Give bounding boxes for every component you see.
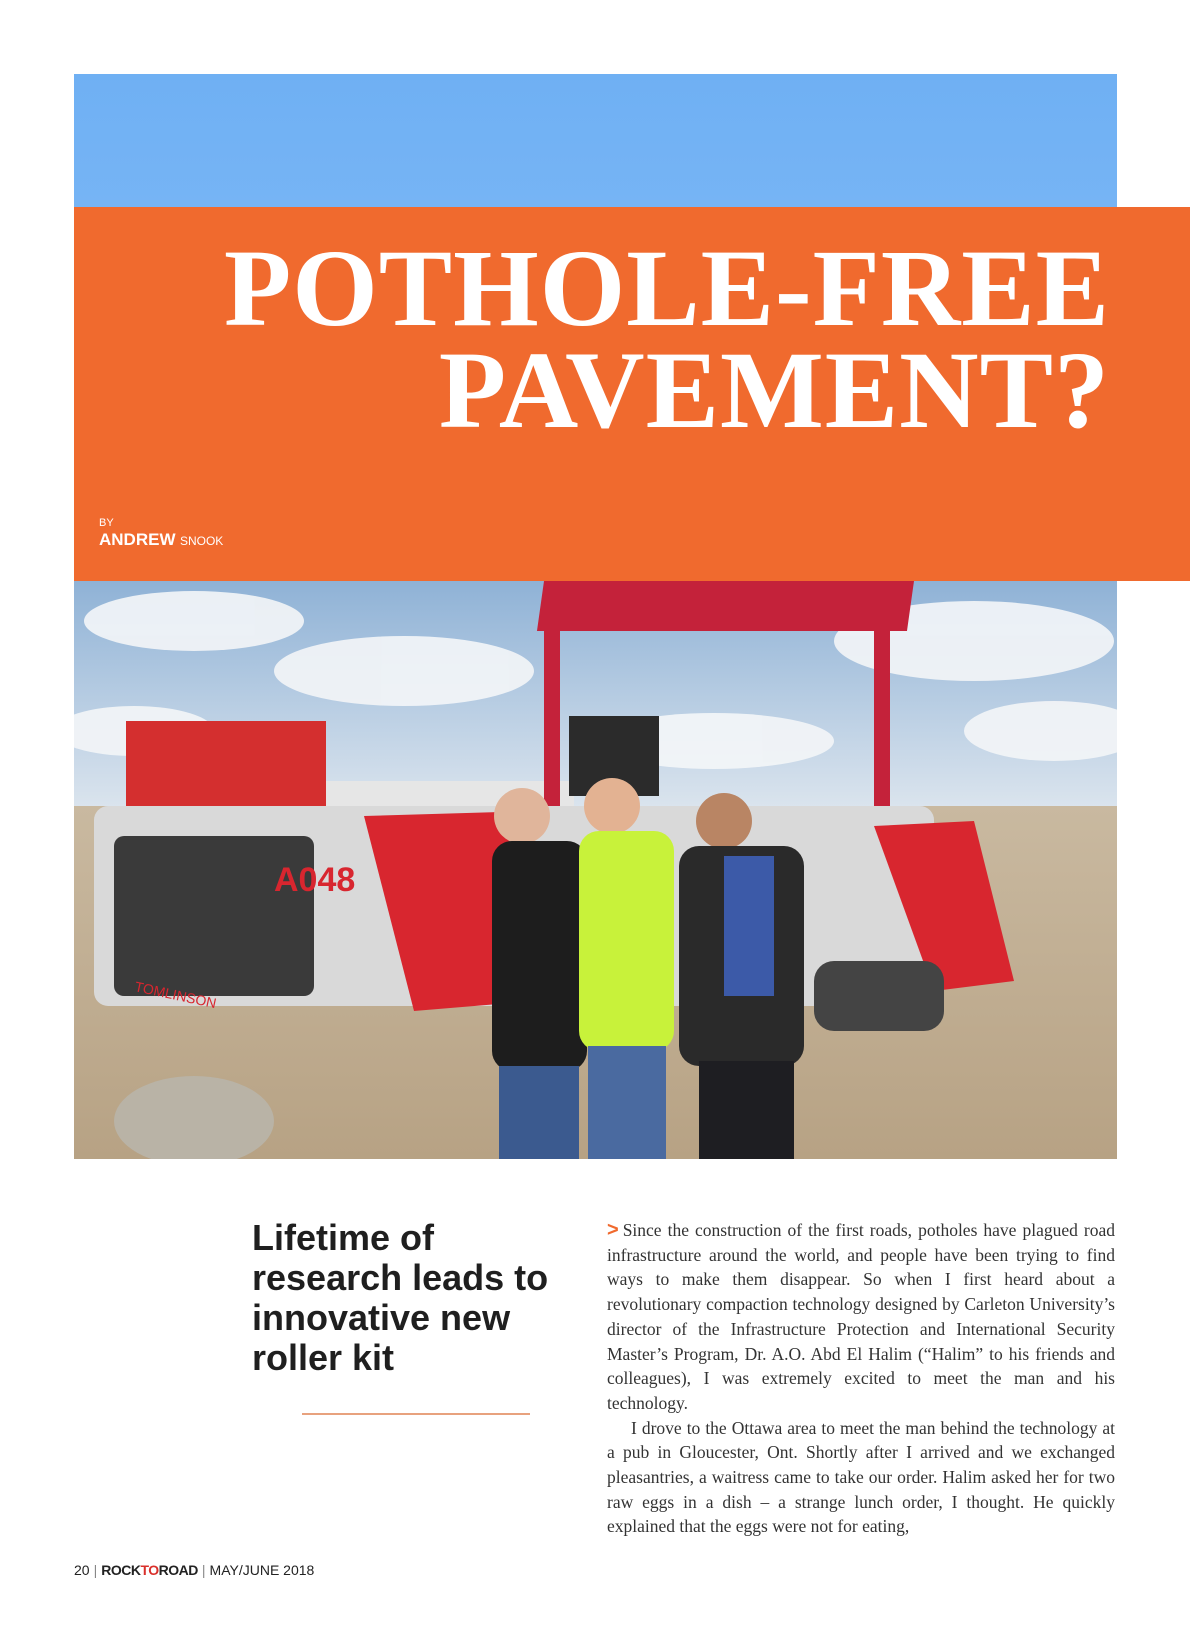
article-subhead: Lifetime of research leads to innovative new roller kit (252, 1217, 549, 1378)
mag-rock: ROCK (101, 1562, 141, 1578)
feature-photo (74, 581, 1117, 1159)
subhead-divider (302, 1413, 530, 1415)
mag-to: TO (140, 1562, 159, 1578)
headline-line-2: PAVEMENT? (438, 329, 1110, 451)
chevron-right-icon: > (607, 1219, 619, 1241)
paragraph-1-text: Since the construction of the first roads, potholes have plagued road infrastructure around the world, and people have been trying to find ways to make them disappear. So when I first heard about a revolutionary compaction technology designed by Carleton University’s director of the Infrastructure Protection and International Security Master’s Program, Dr. A.O. Abd El Halim (“Halim” to his friends and colleagues), I was extremely excited to meet the man and his technology. (607, 1220, 1115, 1413)
person-middle (579, 778, 674, 1159)
article-paragraph-2: I drove to the Ottawa area to meet the man behind the technology at a pub in Gloucester, Ont. Shortly after I arrived and we exchanged pleasantries, a waitress came to take our order. Halim asked her for two raw eggs in a dish – a strange lunch order, I thought. He quickly explained that the eggs were not for eating, (607, 1417, 1115, 1537)
author-last-name: SNOOK (179, 534, 224, 548)
headline (224, 227, 1110, 451)
author-first-name: ANDREW (99, 530, 176, 549)
title-banner (74, 207, 1190, 581)
footer-separator: | (93, 1562, 98, 1578)
article-paragraph-1 (607, 1218, 1115, 1416)
magazine-logo (101, 1562, 198, 1578)
byline-prefix: BY (99, 517, 114, 529)
issue-date: MAY/JUNE 2018 (209, 1562, 315, 1578)
person-left (492, 788, 587, 1159)
page-number: 20 (74, 1562, 90, 1578)
red-container (126, 721, 326, 811)
roller-track (814, 961, 944, 1031)
header-sky-strip (74, 74, 1117, 208)
article-body (607, 1218, 1115, 1539)
mag-road: ROAD (158, 1562, 198, 1578)
machine-label: A048 (274, 861, 356, 899)
footer-separator-2: | (201, 1562, 206, 1578)
canopy-roof (537, 581, 914, 631)
page-footer (74, 1562, 314, 1578)
headline-line-1: POTHOLE-FREE (224, 227, 1110, 349)
machine-rear-grille (114, 836, 314, 996)
machine-brand-text: TOMLINSON (133, 978, 218, 1012)
byline (99, 517, 223, 550)
